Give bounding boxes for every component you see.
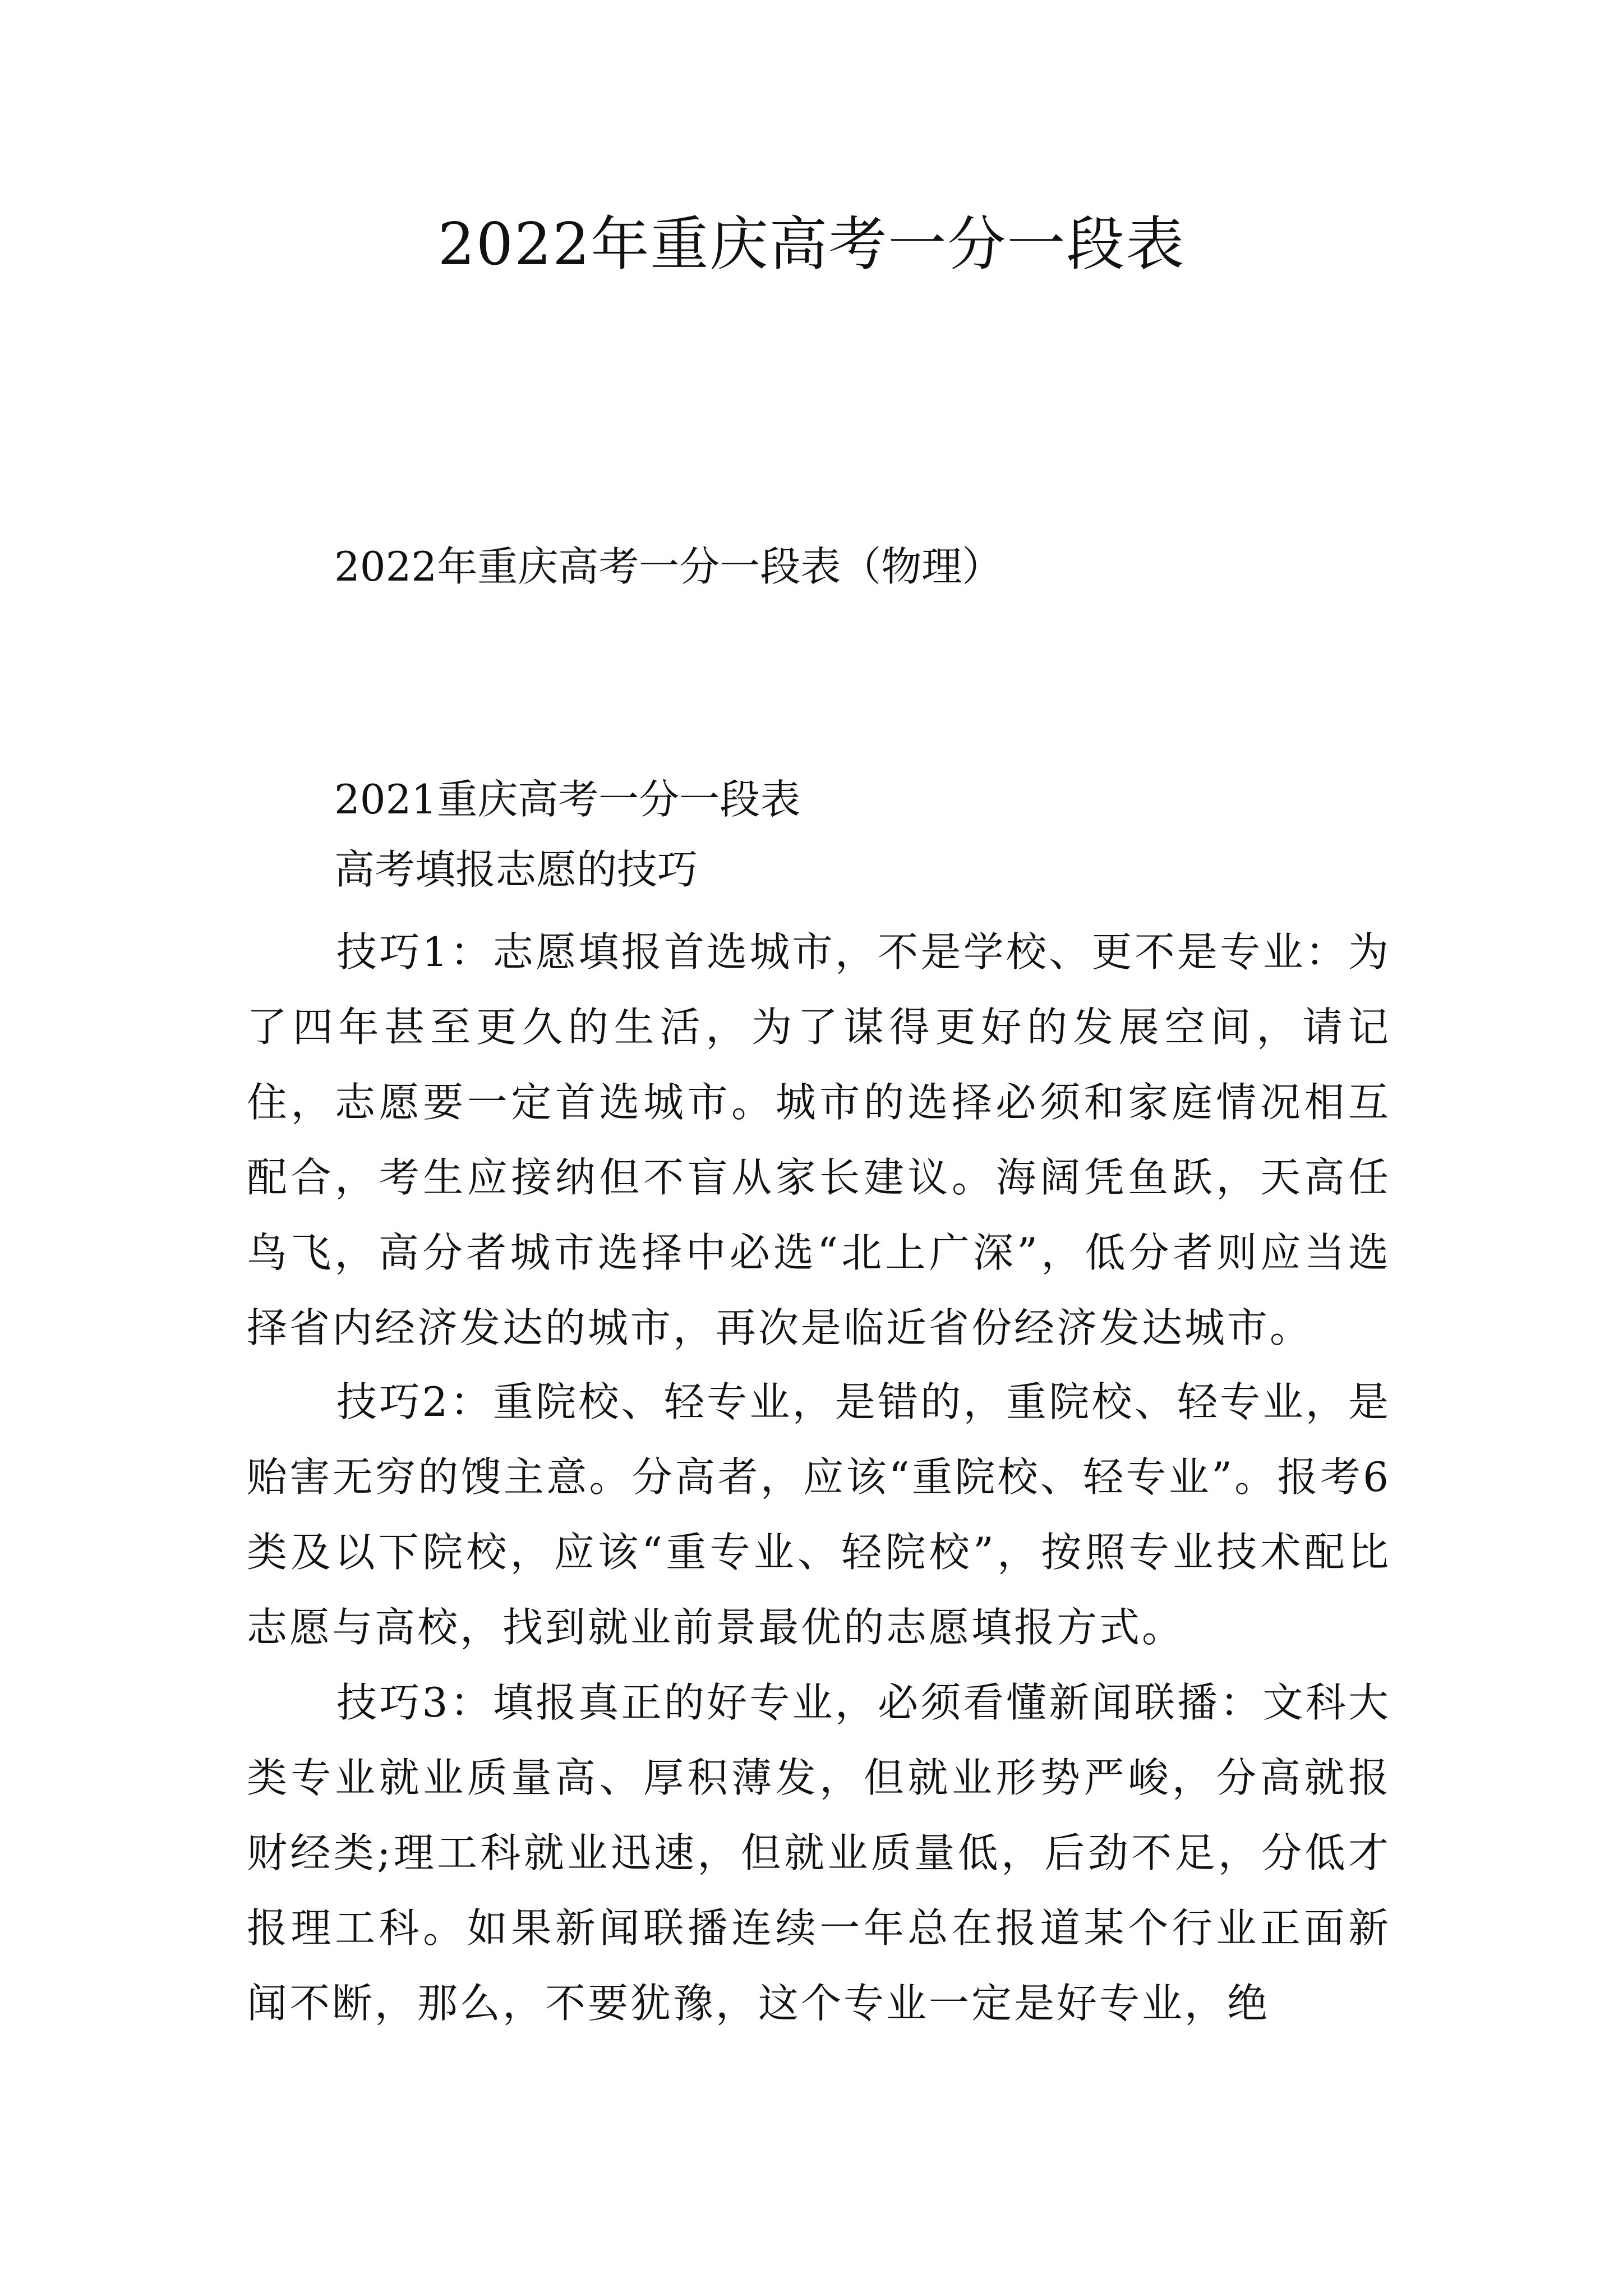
document-title: 2022年重庆高考一分一段表 [437,210,1186,278]
section-heading: 高考填报志愿的技巧 [334,846,698,893]
paragraph-tip-2: 技巧2：重院校、轻专业，是错的，重院校、轻专业，是贻害无穷的馊主意。分高者，应该“重院校、轻专业”。报考6类及以下院校，应该“重专业、轻院校”，按照专业技术配比志愿与高校，找到就业前景最优的志愿填报方式。 [247,1378,1391,1651]
subtitle-2021: 2021重庆高考一分一段表 [334,776,801,823]
paragraph-tip-3: 技巧3：填报真正的好专业，必须看懂新闻联播：文科大类专业就业质量高、厚积薄发，但就业形势严峻，分高就报财经类;理工科就业迅速，但就业质量低，后劲不足，分低才报理工科。如果新闻联播连续一年总在报道某个行业正面新闻不断，那么，不要犹豫，这个专业一定是好专业，绝 [247,1679,1391,2027]
subtitle-physics: 2022年重庆高考一分一段表（物理） [334,543,1003,590]
paragraph-tip-1: 技巧1：志愿填报首选城市，不是学校、更不是专业：为了四年甚至更久的生活，为了谋得更好的发展空间，请记住，志愿要一定首选城市。城市的选择必须和家庭情况相互配合，考生应接纳但不盲从家长建议。海阔凭鱼跃，天高任鸟飞，高分者城市选择中必选“北上广深”，低分者则应当选择省内经济发达的城市，再次是临近省份经济发达城市。 [247,928,1391,1351]
